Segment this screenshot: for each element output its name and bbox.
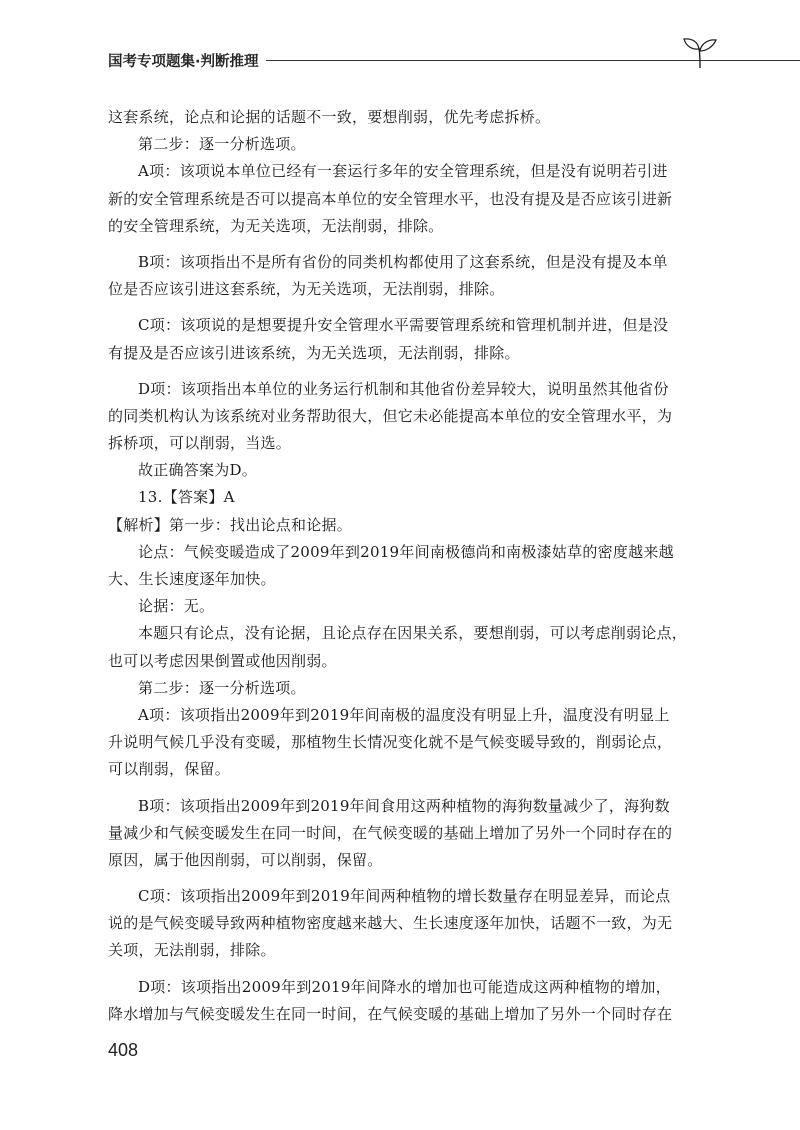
text-line: C项：该项指出2009年到2019年间两种植物的增长数量存在明显差异，而论点 [138,887,671,906]
text-line: 也可以考虑因果倒置或他因削弱。 [108,651,337,670]
text-line: 说的是气候变暖导致两种植物密度越来越大、生长速度逐年加快，话题不一致，为无 [108,914,673,933]
text-line: 有提及是否应该引进该系统，为无关选项，无法削弱，排除。 [108,343,520,362]
text-line: 原因，属于他因削弱，可以削弱，保留。 [108,850,383,869]
text-line: 位是否应该引进这套系统，为无关选项，无法削弱，排除。 [108,280,505,299]
running-header [108,44,728,76]
text-line: 论据：无。 [138,597,215,616]
text-line: 降水增加与气候变暖发生在同一时间，在气候变暖的基础上增加了另外一个同时存在 [108,1004,673,1023]
text-line: 本题只有论点，没有论据，且论点存在因果关系，要想削弱，可以考虑削弱论点， [138,624,688,643]
text-line: 故正确答案为D。 [138,461,258,480]
text-line: 的安全管理系统，为无关选项，无法削弱，排除。 [108,216,444,235]
text-line: 新的安全管理系统是否可以提高本单位的安全管理水平，也没有提及是否应该引进新 [108,189,673,208]
question-number: 13.【答案】A [138,488,235,507]
text-line: 第二步：逐一分析选项。 [138,135,306,154]
text-line: 量减少和气候变暖发生在同一时间，在气候变暖的基础上增加了另外一个同时存在的 [108,823,673,842]
text-line: D项：该项指出本单位的业务运行机制和其他省份差异较大，说明虽然其他省份 [138,379,669,398]
text-line: 的同类机构认为该系统对业务帮助很大，但它未必能提高本单位的安全管理水平，为 [108,406,673,425]
text-line: 论点：气候变暖造成了2009年到2019年间南极德尚和南极漆姑草的密度越来越 [138,542,674,561]
text-line: 关项，无法削弱，排除。 [108,941,276,960]
text-line: 【解析】第一步：找出论点和论据。 [108,515,353,534]
page-body [108,104,700,1028]
text-line: B项：该项指出不是所有省份的同类机构都使用了这套系统，但是没有提及本单 [138,252,668,271]
text-line: 大、生长速度逐年加快。 [108,570,276,588]
page-number: 408 [108,1040,139,1060]
text-line: C项：该项说的是想要提升安全管理水平需要管理系统和管理机制并进，但是没 [138,316,669,335]
text-line: A项：该项说本单位已经有一套运行多年的安全管理系统，但是没有说明若引进 [138,162,668,181]
text-line: 升说明气候几乎没有变暖，那植物生长情况变化就不是气候变暖导致的，削弱论点， [108,733,673,752]
text-line: 第二步：逐一分析选项。 [138,678,306,697]
book-title: 国考专项题集·判断推理 [108,54,259,70]
text-line: B项：该项指出2009年到2019年间食用这两种植物的海狗数量减少了，海狗数 [138,796,670,815]
text-line: 拆桥项，可以削弱，当选。 [108,434,292,453]
text-line: 这套系统，论点和论据的话题不一致，要想削弱，优先考虑拆桥。 [108,108,551,126]
text-line: D项：该项指出2009年到2019年间降水的增加也可能造成这两种植物的增加， [138,977,671,996]
text-line: 可以削弱，保留。 [108,760,231,779]
sprout-icon [680,36,720,70]
text-line: A项：该项指出2009年到2019年间南极的温度没有明显上升，温度没有明显上 [138,705,670,724]
